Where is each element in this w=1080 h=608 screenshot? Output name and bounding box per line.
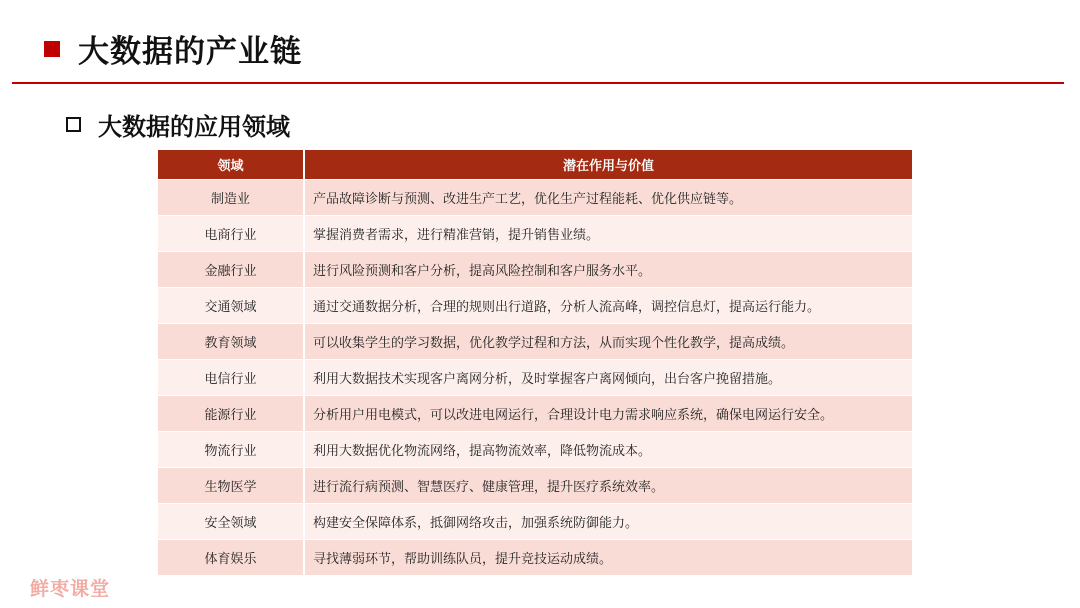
value-cell: 进行流行病预测、智慧医疗、健康管理，提升医疗系统效率。 [304,468,912,504]
table-row [158,252,912,288]
value-cell: 构建安全保障体系，抵御网络攻击，加强系统防御能力。 [304,504,912,540]
title-square-bullet-icon [44,41,60,57]
title-row [44,26,302,71]
domain-cell: 电信行业 [158,360,304,396]
domain-cell: 能源行业 [158,396,304,432]
table-header-row [158,150,912,180]
domain-cell: 生物医学 [158,468,304,504]
table-row [158,504,912,540]
value-cell: 可以收集学生的学习数据，优化教学过程和方法，从而实现个性化教学，提高成绩。 [304,324,912,360]
domain-cell: 交通领域 [158,288,304,324]
table-row [158,432,912,468]
value-cell: 进行风险预测和客户分析，提高风险控制和客户服务水平。 [304,252,912,288]
domain-cell: 制造业 [158,180,304,216]
subtitle-row [66,107,290,142]
table-row [158,216,912,252]
header-value: 潜在作用与价值 [304,150,912,180]
section-subtitle: 大数据的应用领域 [98,113,290,141]
domain-cell: 物流行业 [158,432,304,468]
table-row [158,288,912,324]
value-cell: 利用大数据优化物流网络，提高物流效率，降低物流成本。 [304,432,912,468]
value-cell: 产品故障诊断与预测、改进生产工艺，优化生产过程能耗、优化供应链等。 [304,180,912,216]
domain-cell: 体育娱乐 [158,540,304,576]
title-divider [12,82,1064,84]
application-domains-table [158,150,912,575]
page-title: 大数据的产业链 [78,34,302,70]
hollow-square-bullet-icon [66,117,81,132]
domain-cell: 电商行业 [158,216,304,252]
value-cell: 掌握消费者需求，进行精准营销，提升销售业绩。 [304,216,912,252]
domain-cell: 安全领域 [158,504,304,540]
value-cell: 利用大数据技术实现客户离网分析，及时掌握客户离网倾向，出台客户挽留措施。 [304,360,912,396]
table-row [158,324,912,360]
table-row [158,468,912,504]
watermark-logo: 鲜枣课堂 [30,578,111,600]
table-row [158,180,912,216]
table-row [158,396,912,432]
domain-cell: 金融行业 [158,252,304,288]
value-cell: 通过交通数据分析，合理的规则出行道路，分析人流高峰，调控信息灯，提高运行能力。 [304,288,912,324]
domain-cell: 教育领域 [158,324,304,360]
header-domain: 领域 [158,150,304,180]
value-cell: 分析用户用电模式，可以改进电网运行，合理设计电力需求响应系统，确保电网运行安全。 [304,396,912,432]
value-cell: 寻找薄弱环节，帮助训练队员，提升竞技运动成绩。 [304,540,912,576]
table-row [158,540,912,576]
table-row [158,360,912,396]
